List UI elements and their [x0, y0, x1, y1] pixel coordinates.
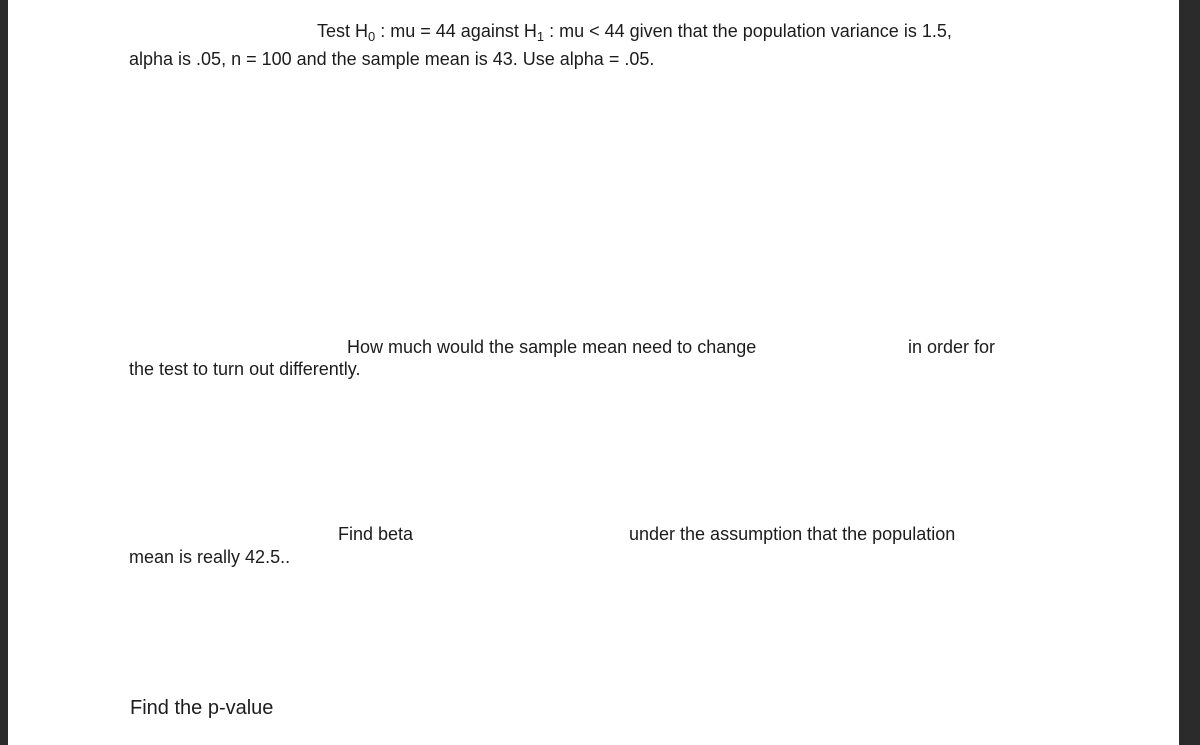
hypothesis-middle: : mu = 44 against H: [375, 21, 537, 41]
problem-statement-line-2: alpha is .05, n = 100 and the sample mean is 43. Use alpha = .05.: [129, 49, 655, 69]
beta-question-part-3: mean is really 42.5..: [129, 547, 291, 567]
left-dark-border: [0, 0, 8, 745]
change-question-part-1: How much would the sample mean need to change: [347, 337, 757, 357]
h1-subscript: 1: [536, 29, 545, 44]
h0-subscript: 0: [368, 29, 376, 44]
change-question-part-3: the test to turn out differently.: [129, 359, 361, 379]
problem-statement-line-1: [317, 20, 952, 42]
hypothesis-end: : mu < 44 given that the population variance is 1.5,: [544, 21, 952, 41]
beta-question-part-2: under the assumption that the population: [629, 524, 956, 544]
right-dark-border: [1179, 0, 1200, 745]
document-page: [8, 0, 1179, 745]
pvalue-question: Find the p-value: [130, 697, 274, 719]
beta-question-part-1: Find beta: [338, 524, 414, 544]
change-question-part-2: in order for: [908, 337, 996, 357]
test-prefix: Test H: [317, 21, 369, 41]
